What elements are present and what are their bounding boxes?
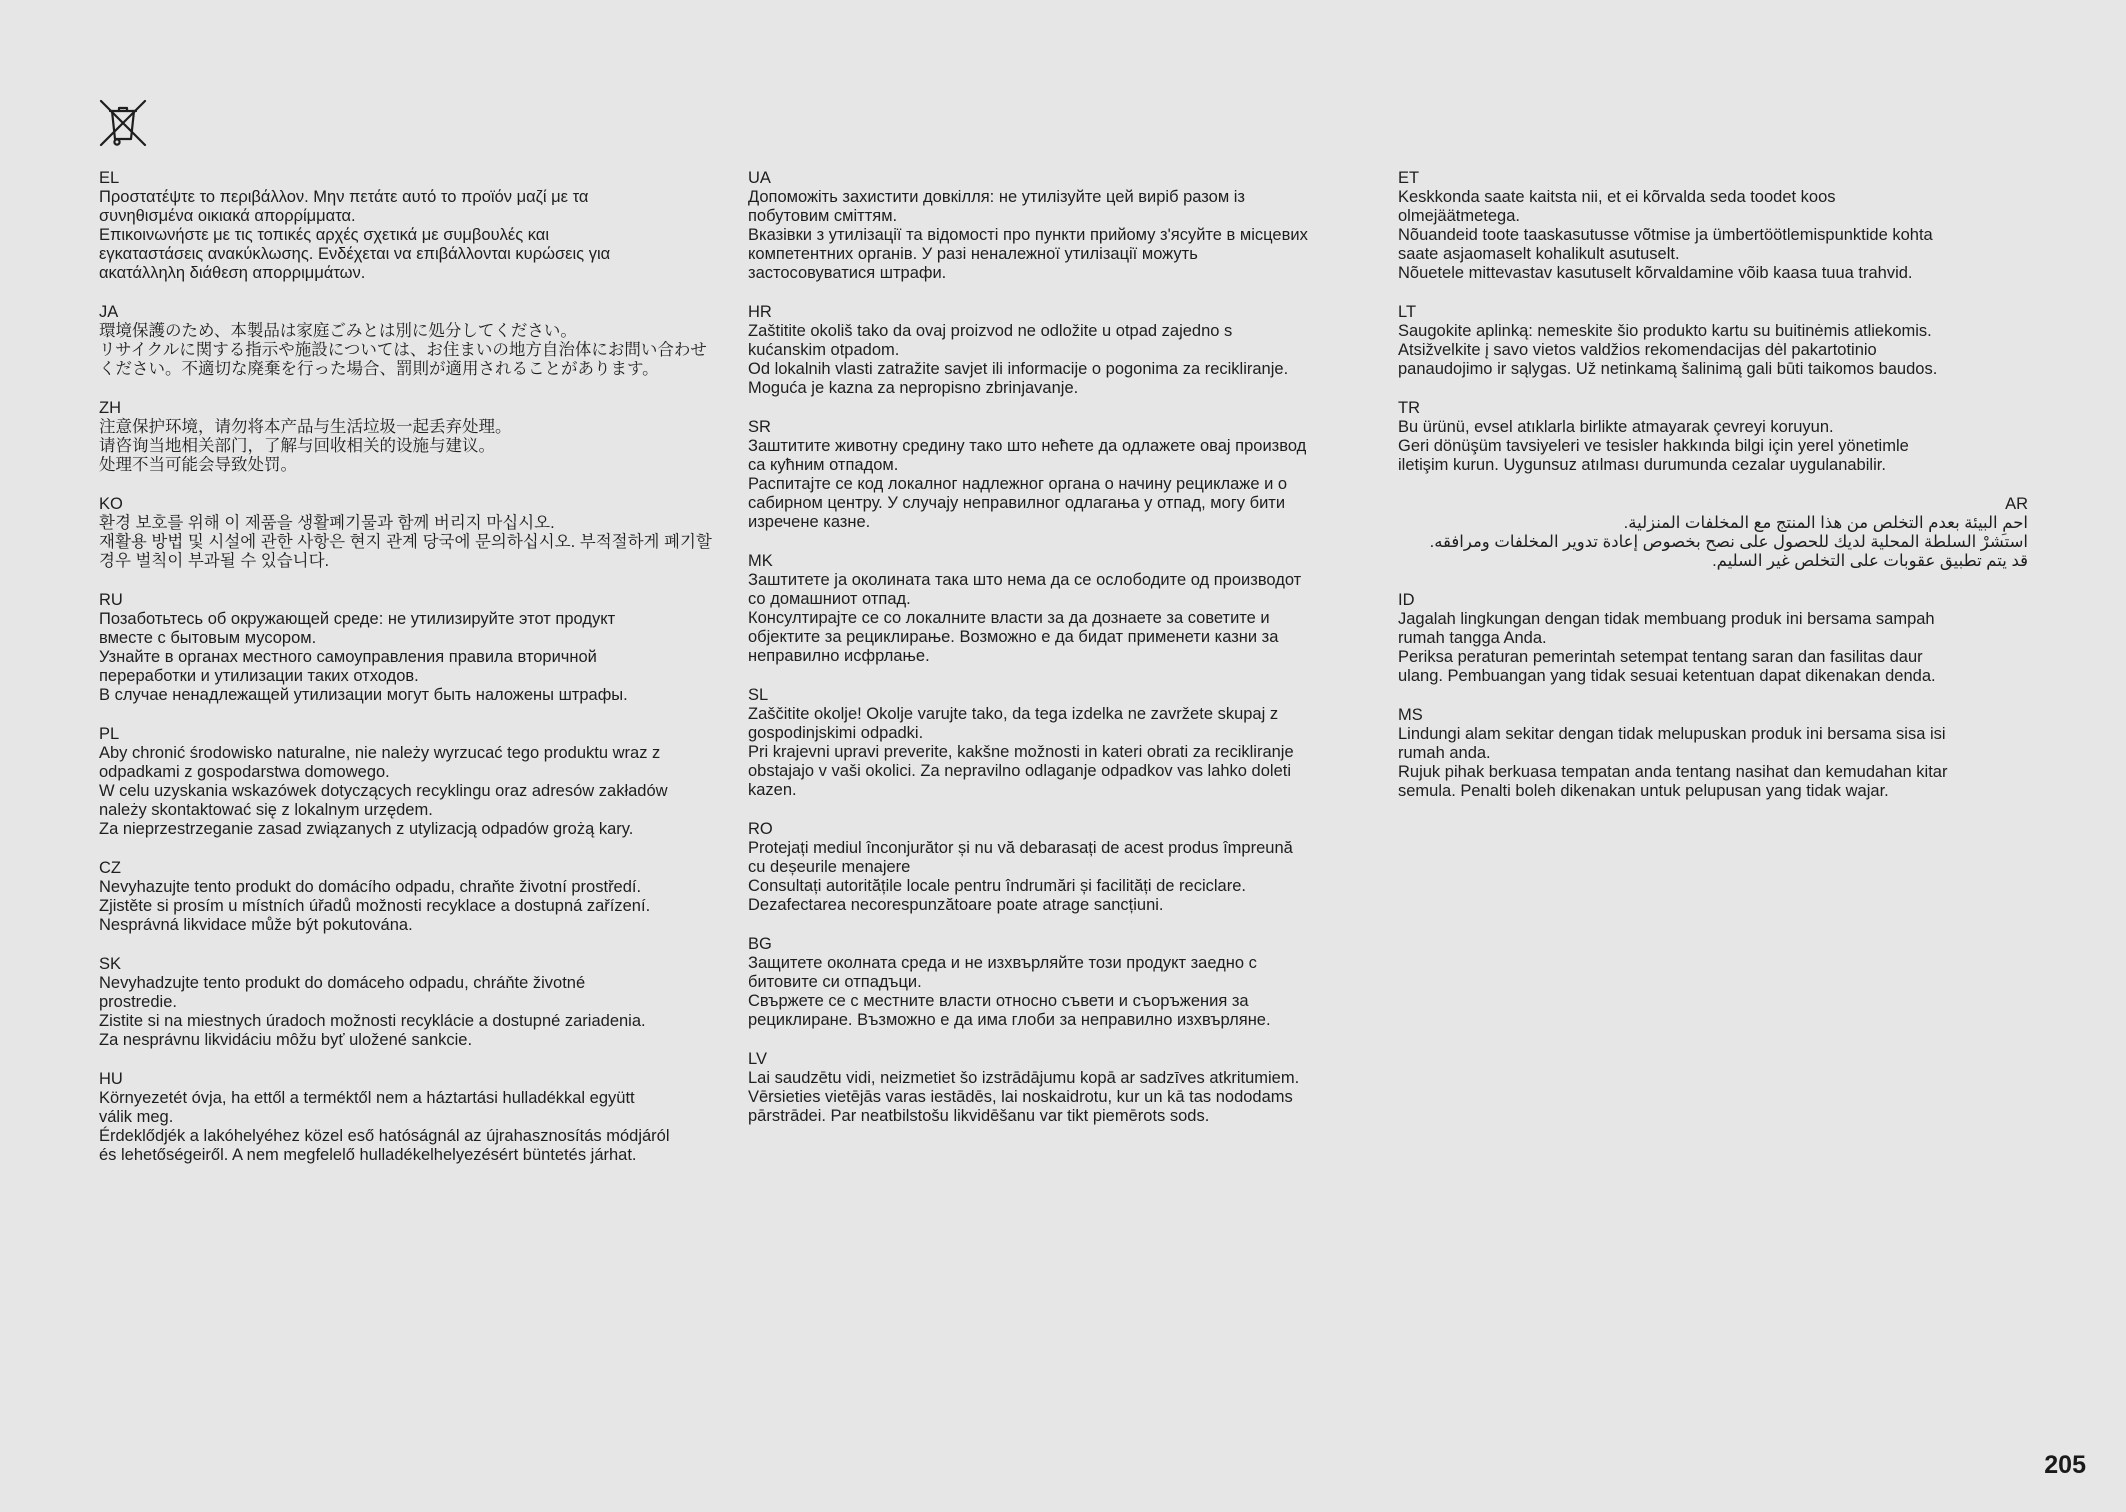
disposal-text-line: Nevyhadzujte tento produkt do domáceho odpadu, chráňte životné	[99, 974, 586, 992]
disposal-text-line: Rujuk pihak berkuasa tempatan anda tentang nasihat dan kemudahan kitar	[1398, 763, 1948, 781]
language-code: TR	[1398, 399, 1420, 417]
language-code: BG	[748, 935, 772, 953]
disposal-column-3	[1398, 169, 2028, 821]
disposal-text-line: 处理不当可能会导致处罚。	[99, 456, 297, 474]
disposal-text-line: Заштитете ја околината така што нема да се ослободите од производот	[748, 571, 1302, 589]
disposal-text-line: Aby chronić środowisko naturalne, nie należy wyrzucać tego produktu wraz z	[99, 744, 661, 762]
disposal-text-line: 경우 벌칙이 부과될 수 있습니다.	[99, 552, 330, 570]
language-code: SR	[748, 418, 771, 436]
disposal-text-line: Saugokite aplinką: nemeskite šio produkto kartu su buitinėmis atliekomis.	[1398, 322, 1932, 340]
disposal-text-line: В случае ненадлежащей утилизации могут быть наложены штрафы.	[99, 686, 628, 704]
disposal-text-line: Вказівки з утилізації та відомості про пункти прийому з'ясуйте в місцевих	[748, 226, 1308, 244]
language-section-sk	[99, 955, 749, 1050]
language-section-pl	[99, 725, 749, 839]
disposal-text-line: објектите за рециклирање. Возможно е да бидат применети казни за	[748, 628, 1279, 646]
language-section-hu	[99, 1070, 749, 1165]
disposal-column-1	[99, 169, 749, 1185]
language-section-lt	[1398, 303, 2028, 379]
disposal-text-line: Προστατέψτε το περιβάλλον. Μην πετάτε αυτό το προϊόν μαζί με τα	[99, 188, 589, 206]
disposal-text-line: ulang. Pembuangan yang tidak sesuai ketentuan dapat dikenakan denda.	[1398, 667, 1936, 685]
disposal-text-line: Consultați autoritățile locale pentru îndrumări și facilități de reciclare.	[748, 877, 1246, 895]
disposal-text-line: ください。不適切な廃棄を行った場合、罰則が適用されることがあります。	[99, 360, 659, 378]
disposal-text-line: Защитете околната среда и не изхвърляйте този продукт заедно с	[748, 954, 1257, 972]
disposal-text-line: Zaštitite okoliš tako da ovaj proizvod ne odložite u otpad zajedno s	[748, 322, 1233, 340]
language-section-hr	[748, 303, 1398, 398]
disposal-text-line: вместе с бытовым мусором.	[99, 629, 317, 647]
disposal-text-line: 请咨询当地相关部门，了解与回收相关的设施与建议。	[99, 437, 495, 455]
language-section-sr	[748, 418, 1398, 532]
disposal-text-line: Nevyhazujte tento produkt do domácího odpadu, chraňte životní prostředí.	[99, 878, 642, 896]
disposal-text-line: és lehetőségeiről. A nem megfelelő hulladékelhelyezésért büntetés járhat.	[99, 1146, 637, 1164]
disposal-text-line: Geri dönüşüm tavsiyeleri ve tesisler hakkında bilgi için yerel yönetimle	[1398, 437, 1909, 455]
language-code: HU	[99, 1070, 123, 1088]
disposal-text-line: Jagalah lingkungan dengan tidak membuang produk ini bersama sampah	[1398, 610, 1935, 628]
language-code: RO	[748, 820, 773, 838]
disposal-text-line: cu deșeurile menajere	[748, 858, 911, 876]
disposal-text-line: Atsižvelkite į savo vietos valdžios rekomendacijas dėl pakartotinio	[1398, 341, 1877, 359]
language-code: MK	[748, 552, 773, 570]
language-code: RU	[99, 591, 123, 609]
disposal-text-line: panaudojimo ir sąlygas. Už netinkamą šalinimą gali būti taikomos baudos.	[1398, 360, 1938, 378]
disposal-text-line: побутовим сміттям.	[748, 207, 898, 225]
language-section-cz	[99, 859, 749, 935]
disposal-text-line: Свържете се с местните власти относно съвети и съоръжения за	[748, 992, 1249, 1010]
disposal-text-line: Bu ürünü, evsel atıklarla birlikte atmayarak çevreyi koruyun.	[1398, 418, 1834, 436]
language-code: AR	[2005, 495, 2028, 513]
disposal-text-line: kućanskim otpadom.	[748, 341, 900, 359]
language-section-zh	[99, 399, 749, 475]
disposal-column-2	[748, 169, 1398, 1146]
language-section-ro	[748, 820, 1398, 915]
disposal-text-line: Lai saudzētu vidi, neizmetiet šo izstrādājumu kopā ar sadzīves atkritumiem.	[748, 1069, 1300, 1087]
disposal-text-line: 환경 보호를 위해 이 제품을 생활폐기물과 함께 버리지 마십시오.	[99, 514, 555, 532]
disposal-text-line: Vērsieties vietējās varas iestādēs, lai noskaidrotu, kur un kā tas nododams	[748, 1088, 1293, 1106]
disposal-text-line: Zistite si na miestnych úradoch možnosti recyklácie a dostupné zariadenia.	[99, 1012, 646, 1030]
disposal-text-line: Επικοινωνήστε με τις τοπικές αρχές σχετικά με συμβουλές και	[99, 226, 550, 244]
disposal-text-line: 注意保护环境，请勿将本产品与生活垃圾一起丢弃处理。	[99, 418, 512, 436]
language-code: KO	[99, 495, 123, 513]
language-section-tr	[1398, 399, 2028, 475]
language-section-ko	[99, 495, 749, 571]
disposal-text-line: iletişim kurun. Uygunsuz atılması durumunda cezalar uygulanabilir.	[1398, 456, 1886, 474]
disposal-text-line: переработки и утилизации таких отходов.	[99, 667, 419, 685]
disposal-text-line: saate asjaomaselt kohalikult asutuselt.	[1398, 245, 1680, 263]
language-code: SK	[99, 955, 122, 973]
language-section-el	[99, 169, 749, 283]
language-section-et	[1398, 169, 2028, 283]
disposal-text-line: 재활용 방법 및 시설에 관한 사항은 현지 관계 당국에 문의하십시오. 부적절하게 폐기할	[99, 533, 712, 551]
disposal-text-line: Nesprávná likvidace může být pokutována.	[99, 916, 413, 934]
disposal-text-line: W celu uzyskania wskazówek dotyczących recyklingu oraz adresów zakładów	[99, 782, 668, 800]
disposal-text-line: gospodinjskimi odpadki.	[748, 724, 924, 742]
language-code: LT	[1398, 303, 1417, 321]
language-code: ET	[1398, 169, 1420, 187]
disposal-text-line: Узнайте в органах местного самоуправления правила вторичной	[99, 648, 597, 666]
disposal-text-line: Moguća je kazna za nepropisno zbrinjavanje.	[748, 379, 1079, 397]
language-section-lv	[748, 1050, 1398, 1126]
disposal-text-line: prostredie.	[99, 993, 177, 1011]
language-section-mk	[748, 552, 1398, 666]
disposal-text-line: Позаботьтесь об окружающей среде: не утилизируйте этот продукт	[99, 610, 616, 628]
disposal-text-line: Periksa peraturan pemerintah setempat tentang saran dan fasilitas daur	[1398, 648, 1923, 666]
disposal-text-line: rumah tangga Anda.	[1398, 629, 1547, 647]
disposal-text-line: Dezafectarea necorespunzătoare poate atrage sancțiuni.	[748, 896, 1164, 914]
crossed-out-wheelie-bin-icon	[97, 97, 149, 149]
disposal-text-line: استشرْ السلطة المحلية لديك للحصول على نصح بخصوص إعادة تدوير المخلفات ومرافقه.	[1429, 533, 2028, 551]
disposal-text-line: Za nieprzestrzeganie zasad związanych z utylizacją odpadów grożą kary.	[99, 820, 634, 838]
disposal-text-line: Заштитите животну средину тако што нећете да одлажете овај производ	[748, 437, 1307, 455]
language-code: EL	[99, 169, 120, 187]
disposal-text-line: са кућним отпадом.	[748, 456, 899, 474]
language-code: LV	[748, 1050, 767, 1068]
disposal-text-line: 環境保護のため、本製品は家庭ごみとは別に処分してください。	[99, 322, 577, 340]
disposal-text-line: válik meg.	[99, 1108, 174, 1126]
disposal-text-line: odpadkami z gospodarstwa domowego.	[99, 763, 390, 781]
disposal-text-line: należy skontaktować się z lokalnym urzędem.	[99, 801, 433, 819]
disposal-text-line: Pri krajevni upravi preverite, kakšne možnosti in kateri obrati za recikliranje	[748, 743, 1294, 761]
language-section-ua	[748, 169, 1398, 283]
disposal-text-line: احمِ البيئة بعدم التخلص من هذا المنتج مع المخلفات المنزلية.	[1623, 514, 2028, 532]
language-section-ms	[1398, 706, 2028, 801]
disposal-text-line: битовите си отпадъци.	[748, 973, 922, 991]
disposal-text-line: rumah anda.	[1398, 744, 1491, 762]
disposal-text-line: Környezetét óvja, ha ettől a terméktől nem a háztartási hulladékkal együtt	[99, 1089, 635, 1107]
disposal-text-line: συνηθισμένα οικιακά απορρίμματα.	[99, 207, 356, 225]
disposal-text-line: Nõuetele mittevastav kasutuselt kõrvaldamine võib kaasa tuua trahvid.	[1398, 264, 1913, 282]
disposal-text-line: リサイクルに関する指示や施設については、お住まいの地方自治体にお問い合わせ	[99, 341, 707, 359]
page-number: 205	[2044, 1451, 2086, 1479]
disposal-text-line: неправилно исфрлање.	[748, 647, 930, 665]
language-section-ar	[1398, 495, 2028, 571]
disposal-text-line: pārstrādei. Par neatbilstošu likvidēšanu var tikt piemērots sods.	[748, 1107, 1210, 1125]
language-code: ZH	[99, 399, 121, 417]
language-code: ID	[1398, 591, 1415, 609]
language-section-ru	[99, 591, 749, 705]
disposal-text-line: Protejați mediul înconjurător și nu vă debarasați de acest produs împreună	[748, 839, 1293, 857]
disposal-text-line: компетентних органів. У разі неналежної утилізації можуть	[748, 245, 1198, 263]
disposal-text-line: рециклиране. Възможно е да има глоби за неправилно изхвърляне.	[748, 1011, 1271, 1029]
disposal-text-line: застосовуватися штрафи.	[748, 264, 947, 282]
disposal-text-line: Od lokalnih vlasti zatražite savjet ili informacije o pogonima za recikliranje.	[748, 360, 1289, 378]
disposal-text-line: ακατάλληλη διάθεση απορριμμάτων.	[99, 264, 366, 282]
disposal-text-line: semula. Penalti boleh dikenakan untuk pelupusan yang tidak wajar.	[1398, 782, 1889, 800]
disposal-text-line: Érdeklődjék a lakóhelyéhez közel eső hatóságnál az újrahasznosítás módjáról	[99, 1127, 670, 1145]
disposal-text-line: قد يتم تطبيق عقوبات على التخلص غير السليم.	[1712, 552, 2028, 570]
disposal-text-line: со домашниот отпад.	[748, 590, 911, 608]
language-section-id	[1398, 591, 2028, 686]
language-code: JA	[99, 303, 119, 321]
disposal-text-line: Lindungi alam sekitar dengan tidak melupuskan produk ini bersama sisa isi	[1398, 725, 1946, 743]
disposal-text-line: olmejäätmetega.	[1398, 207, 1520, 225]
language-section-ja	[99, 303, 749, 379]
language-code: CZ	[99, 859, 121, 877]
disposal-text-line: изречене казне.	[748, 513, 871, 531]
language-code: UA	[748, 169, 771, 187]
disposal-text-line: obstajajo v vaši okolici. Za nepravilno odlaganje odpadkov vas lahko doleti	[748, 762, 1292, 780]
language-section-sl	[748, 686, 1398, 800]
disposal-text-line: Распитајте се код локалног надлежног органа о начину рециклаже и о	[748, 475, 1288, 493]
language-code: HR	[748, 303, 772, 321]
language-code: SL	[748, 686, 769, 704]
disposal-text-line: Допоможіть захистити довкілля: не утилізуйте цей виріб разом із	[748, 188, 1245, 206]
disposal-text-line: Zaščitite okolje! Okolje varujte tako, da tega izdelka ne zavržete skupaj z	[748, 705, 1279, 723]
disposal-text-line: Za nesprávnu likvidáciu môžu byť uložené sankcie.	[99, 1031, 473, 1049]
disposal-text-line: Консултирајте се со локалните власти за да дознаете за советите и	[748, 609, 1270, 627]
disposal-text-line: kazen.	[748, 781, 797, 799]
disposal-text-line: сабирном центру. У случају неправилног одлагања у отпад, могу бити	[748, 494, 1286, 512]
language-code: PL	[99, 725, 120, 743]
disposal-text-line: Keskkonda saate kaitsta nii, et ei kõrvalda seda toodet koos	[1398, 188, 1836, 206]
language-section-bg	[748, 935, 1398, 1030]
disposal-text-line: Nõuandeid toote taaskasutusse võtmise ja ümbertöötlemispunktide kohta	[1398, 226, 1933, 244]
language-code: MS	[1398, 706, 1423, 724]
disposal-text-line: Zjistěte si prosím u místních úřadů možnosti recyklace a dostupná zařízení.	[99, 897, 651, 915]
disposal-text-line: εγκαταστάσεις ανακύκλωσης. Ενδέχεται να επιβάλλονται κυρώσεις για	[99, 245, 611, 263]
